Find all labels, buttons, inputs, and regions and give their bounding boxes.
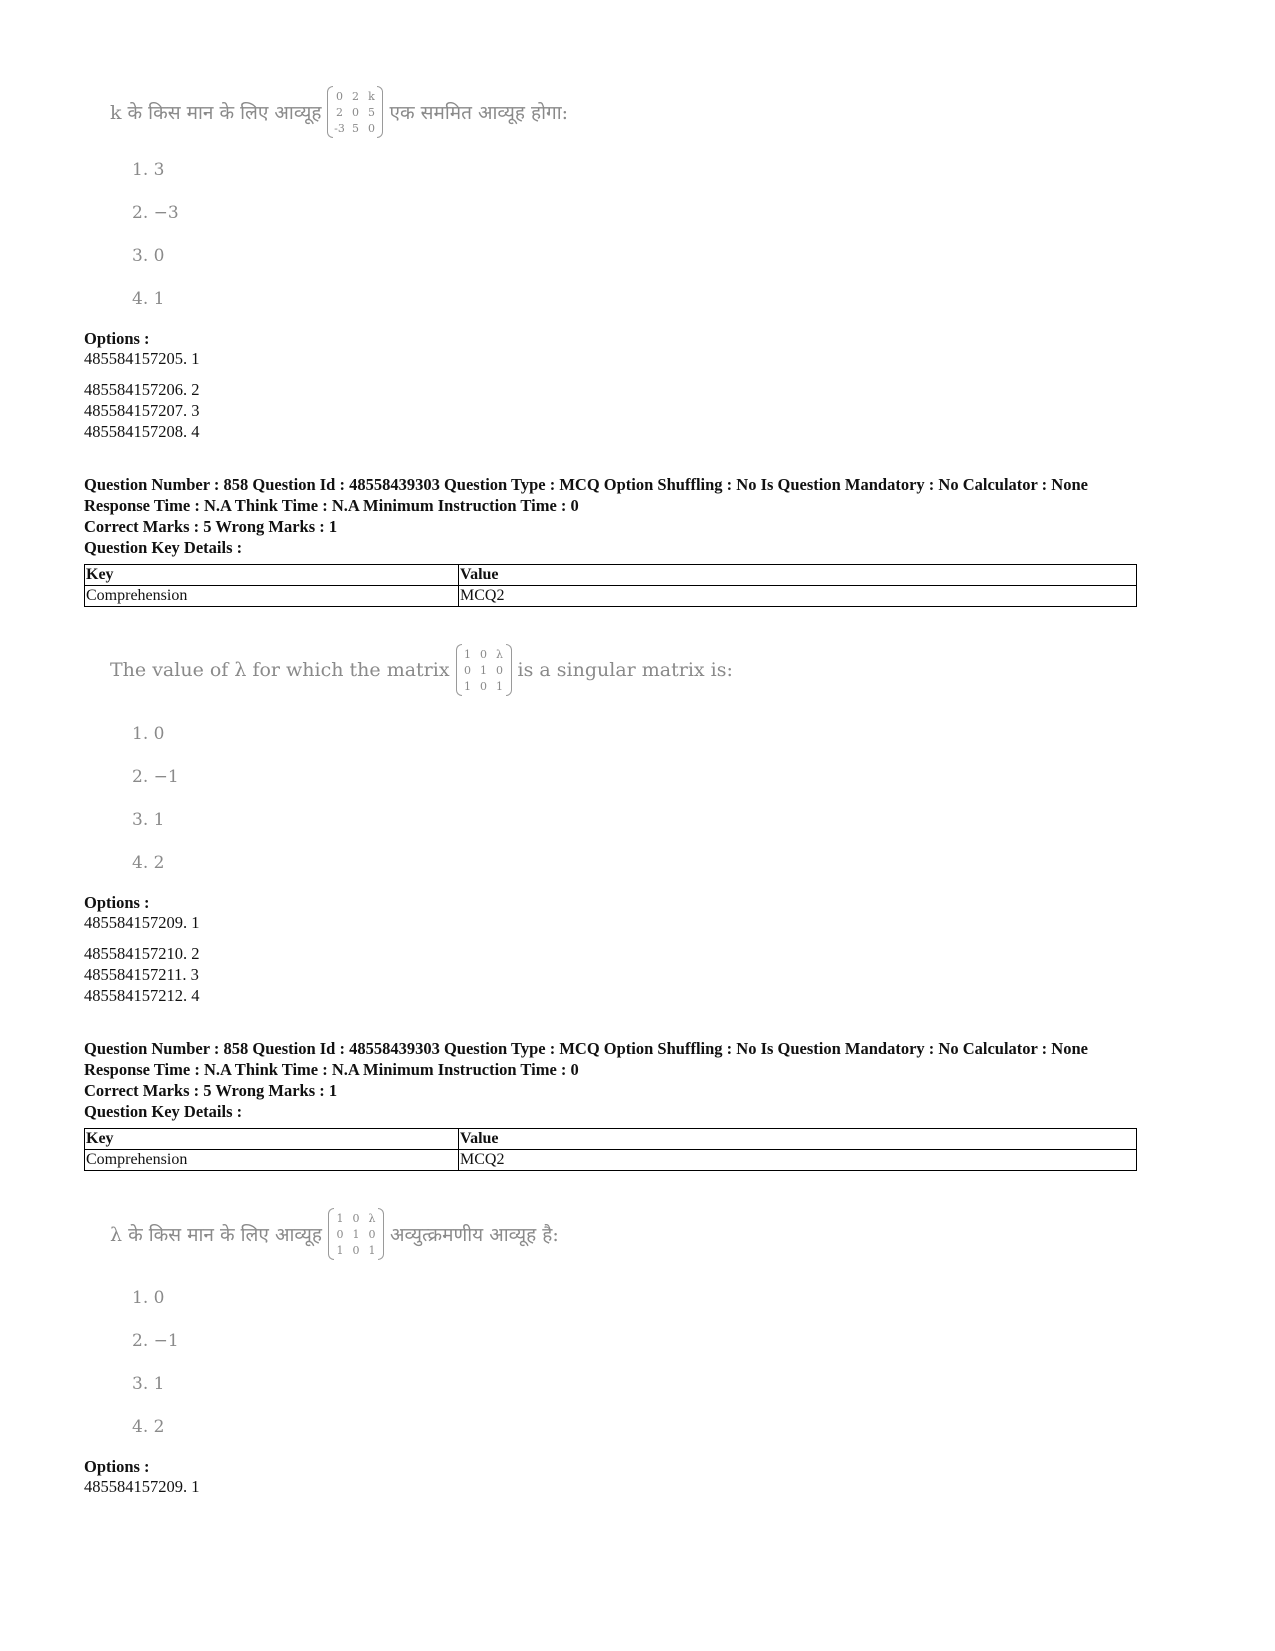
matrix-cell: 5 (351, 121, 359, 135)
matrix-cell: 2 (351, 89, 359, 103)
choice-item: 2. −1 (132, 1331, 179, 1351)
question-3-prefix: λ के किस मान के लिए आव्यूह (110, 1224, 322, 1246)
choice-item: 2. −1 (132, 767, 179, 787)
question-2-prefix: The value of λ for which the matrix (110, 659, 450, 681)
table-cell-value: MCQ2 (459, 1150, 1137, 1171)
matrix-cell: 1 (368, 1243, 376, 1257)
question-meta-line: Question Number : 858 Question Id : 48558439303 Question Type : MCQ Option Shuffling : No Is Question Mandatory : No Calculator : None (84, 475, 1088, 494)
question-meta-line: Correct Marks : 5 Wrong Marks : 1 (84, 517, 338, 536)
table-cell-key: Comprehension (85, 586, 459, 607)
question-1-suffix: एक सममित आव्यूह होगा: (389, 102, 569, 124)
matrix-cell: 1 (464, 647, 472, 661)
matrix-cell: 0 (464, 663, 472, 677)
matrix-cell: 5 (367, 105, 375, 119)
matrix-cell: λ (496, 647, 504, 661)
matrix-cell: 1 (336, 1243, 344, 1257)
matrix-cell: 0 (351, 105, 359, 119)
matrix-cell: 1 (464, 679, 472, 693)
matrix-cell: 0 (480, 647, 488, 661)
question-meta-line: Question Key Details : (84, 1102, 243, 1121)
options-label: Options : (84, 893, 150, 912)
question-3-matrix (328, 1210, 384, 1258)
matrix-cell: 0 (496, 663, 504, 677)
table-cell-value: MCQ2 (459, 586, 1137, 607)
matrix-cell: 1 (336, 1211, 344, 1225)
choice-item: 3. 1 (132, 1374, 165, 1394)
option-item: 485584157210. 2 (84, 944, 200, 963)
question-2-matrix (456, 646, 512, 694)
question-3-suffix: अव्युत्क्रमणीय आव्यूह है: (389, 1224, 559, 1246)
question-meta-line: Response Time : N.A Think Time : N.A Minimum Instruction Time : 0 (84, 496, 579, 515)
matrix-cell: 0 (352, 1211, 360, 1225)
matrix-cell: k (368, 89, 375, 103)
table-header-value: Value (459, 565, 1137, 586)
question-3-image (110, 1210, 559, 1258)
question-2-suffix: is a singular matrix is: (517, 659, 733, 681)
question-1-image (110, 88, 568, 136)
option-item: 485584157208. 4 (84, 422, 200, 441)
choice-item: 4. 2 (132, 1417, 165, 1437)
question-2-image (110, 646, 733, 694)
table-header-key: Key (85, 565, 459, 586)
question-meta-line: Correct Marks : 5 Wrong Marks : 1 (84, 1081, 338, 1100)
choice-item: 2. −3 (132, 203, 179, 223)
choice-item: 1. 0 (132, 1288, 165, 1308)
option-item: 485584157209. 1 (84, 1477, 200, 1496)
matrix-cell: 1 (352, 1227, 360, 1241)
choice-item: 1. 3 (132, 160, 165, 180)
question-meta-line: Question Key Details : (84, 538, 243, 557)
matrix-cell: 0 (336, 1227, 344, 1241)
table-header-value: Value (459, 1129, 1137, 1150)
option-item: 485584157211. 3 (84, 965, 199, 984)
option-item: 485584157207. 3 (84, 401, 200, 420)
option-item: 485584157206. 2 (84, 380, 200, 399)
question-1-prefix: k के किस मान के लिए आव्यूह (110, 102, 322, 124)
option-item: 485584157205. 1 (84, 349, 200, 368)
question-1-matrix (327, 88, 383, 136)
question-meta-line: Question Number : 858 Question Id : 48558439303 Question Type : MCQ Option Shuffling : No Is Question Mandatory : No Calculator : None (84, 1039, 1088, 1058)
choice-item: 4. 2 (132, 853, 165, 873)
options-label: Options : (84, 1457, 150, 1476)
choice-item: 4. 1 (132, 289, 165, 309)
matrix-cell: 0 (335, 89, 343, 103)
matrix-cell: 0 (480, 679, 488, 693)
options-label: Options : (84, 329, 150, 348)
choice-item: 1. 0 (132, 724, 165, 744)
choice-item: 3. 0 (132, 246, 165, 266)
matrix-cell: 0 (352, 1243, 360, 1257)
matrix-cell: -3 (334, 121, 345, 135)
question-key-table (84, 564, 1137, 607)
question-meta-line: Response Time : N.A Think Time : N.A Minimum Instruction Time : 0 (84, 1060, 579, 1079)
matrix-cell: λ (368, 1211, 376, 1225)
matrix-cell: 1 (496, 679, 504, 693)
table-header-key: Key (85, 1129, 459, 1150)
choice-item: 3. 1 (132, 810, 165, 830)
option-item: 485584157212. 4 (84, 986, 200, 1005)
table-cell-key: Comprehension (85, 1150, 459, 1171)
matrix-cell: 1 (480, 663, 488, 677)
question-key-table (84, 1128, 1137, 1171)
option-item: 485584157209. 1 (84, 913, 200, 932)
matrix-cell: 2 (335, 105, 343, 119)
matrix-cell: 0 (367, 121, 375, 135)
matrix-cell: 0 (368, 1227, 376, 1241)
